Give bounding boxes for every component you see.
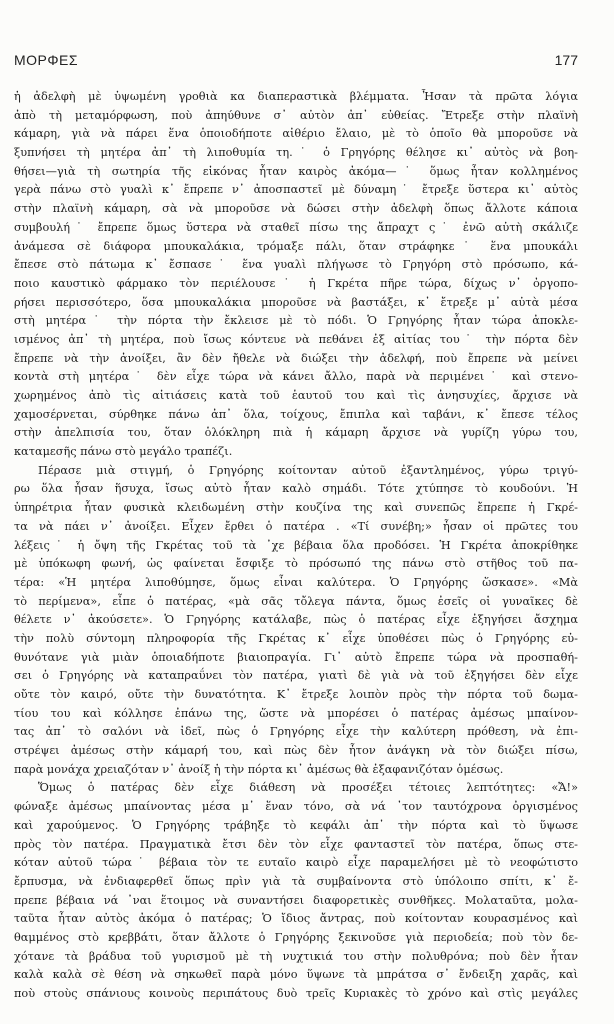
text-line: παρὰ μονάχα χρειαζόταν ν᾽ ἀνοίξ ἡ τὴν πόρτα κι᾽ ἀμέσως θὰ ἐξαφανιζόταν ὁμέσως. [14, 762, 504, 776]
text-line: ἔρπυσμα, νὰ ἐνδιαφερθεῖ ὅπως πρὶν γιὰ τὰ συμβαίνοντα στὸ ὑπόλοιπο σπίτι, κ᾽ ἔ- [14, 874, 578, 888]
body-text [14, 88, 578, 1004]
text-line: οὔτε τὸν καιρό, οὔτε τὴν δυνατότητα. Κ᾽ ἔτρεξε λοιπὸν πρὸς τὴν πόρτα τοῦ δωμα- [14, 688, 578, 701]
text-line: πρεπε βέβαια νά ᾽ναι ἕτοιμος νὰ συναντήσει διαφορετικὲς συνθῆκες. Μολαταῦτα, μολα- [14, 893, 578, 907]
text-line: ρω ὅλα ἦσαν ἥσυχα, ἴσως αὐτὸ ἦταν καλὸ σημάδι. Τότε χτύπησε τὸ κουδούνι. Ἡ [14, 482, 578, 496]
text-line: πρὸς τὸν πατέρα. Πραγματικὰ ἔτσι δὲν τὸν εἶχε φανταστεῖ τὸν πατέρα, ὅπως στε- [14, 837, 578, 851]
text-line: θέλετε ν᾽ ἀκούσετε». Ὁ Γρηγόρης κατάλαβε, πὼς ὁ πατέρας εἶχε ἐξηγήσει ἄσχημα [14, 613, 578, 627]
text-line: τίου του καὶ κόλλησε ἐπάνω της, ὥστε νὰ μπορέσει ὁ πατέρας ἀμέσως μπαίνον- [14, 706, 578, 720]
text-line: Ὅμως ὁ πατέρας δὲν εἶχε διάθεση νὰ προσέξει τέτοιες λεπτότητες: «Ἄ!» [38, 781, 578, 795]
text-line: θαμμένος στὸ κρεββάτι, ὅταν ἄλλοτε ὁ Γρηγόρης ξεκινοῦσε γιὰ περιοδεία; ποὺ τὸν δε- [14, 930, 578, 944]
page-number: 177 [554, 52, 578, 68]
text-line: ἀνάμεσα σὲ διάφορα μπουκαλάκια, τρόμαξε πάλι, ὅταν στράφηκε˙ ἕνα μπουκάλι [14, 239, 578, 253]
text-line: ἀπὸ τὴ μεταμόρφωση, ποὺ ἀπηύθυνε σ᾽ αὐτὸν ἀπ᾽ εὐθείας. Ἔτρεξε στὴν πλαϊνὴ [14, 108, 578, 122]
text-line: λέξεις˙ ἡ ὄψη τῆς Γκρέτας τοῦ τὰ ᾽χε βέβαια ὅλα προδόσει. Ἡ Γκρέτα ἀποκρίθηκε [14, 538, 578, 552]
text-line: καὶ χαρούμενος. Ὁ Γρηγόρης τράβηξε τὸ κεφάλι ἀπ᾽ τὴν πόρτα καὶ τὸ ὕψωσε [14, 818, 578, 832]
text-line: στρέψει ἀμέσως στὴν κάμαρή του, καὶ πὼς δὲν ἦτον ἀνάγκη νὰ τὸν διώξει πίσω, [14, 744, 578, 758]
text-line: στὴν πλαϊνὴ κάμαρη, σὰ νὰ μποροῦσε νὰ δώσει στὴν ἀδελφὴ ὅπως ἄλλοτε κάποια [14, 202, 578, 216]
text-line: χωρημένος ἀπὸ τὶς αἰτιάσεις κατὰ τοῦ ἑαυτοῦ του καὶ τὶς ἀνησυχίες, ἄρχισε νὰ [14, 389, 578, 402]
text-line: Πέρασε μιὰ στιγμή, ὁ Γρηγόρης κοίτονταν αὐτοῦ ἐξαντλημένος, γύρω τριγύ- [38, 463, 578, 477]
text-line: χότανε τὰ βράδυα τοῦ γυρισμοῦ μὲ τὴ νυχτικιά του στὴν πολυθρόνα; ποὺ δὲν ἦταν [14, 949, 578, 963]
text-line: στὴν ἀπελπισία του, ὅταν ὁλόκληρη πιὰ ἡ κάμαρη ἄρχισε νὰ γυρίζη γύρω του, [14, 426, 578, 440]
text-line: ταῦτα ἦταν αὐτὸς ἀκόμα ὁ πατέρας; Ὁ ἴδιος ἄντρας, ποὺ κοίτονταν κουρασμένος καὶ [14, 912, 578, 926]
text-line: κάμαρη, γιὰ νὰ πάρει ἕνα ὁποιοδήποτε αἰθέριο ἔλαιο, μὲ τὸ ὁποῖο θὰ μποροῦσε νὰ [14, 127, 578, 141]
text-line: κοντὰ στὴ μητέρα˙ δὲν εἶχε τώρα νὰ κάνει ἄλλο, παρὰ νὰ περιμένει˙ καὶ στενο- [14, 370, 578, 384]
running-title: ΜΟΡΦΕΣ [14, 52, 79, 68]
text-line: ρήσει περισσότερο, ὅσα μπουκαλάκια μποροῦσε νὰ βαστάξει, κ᾽ ἔτρεξε μ᾽ αὐτὰ μέσα [14, 295, 578, 309]
text-line: κόταν αὐτοῦ τώρα˙ βέβαια τὸν τε ευταῖο καιρὸ εἶχε παραμελήσει μὲ τὸ νεοφώτιστο [14, 856, 578, 870]
text-line: καταμεσῆς πάνω στὸ μεγάλο τραπέζι. [14, 445, 233, 459]
page-header [14, 52, 578, 74]
text-line: τα νὰ πάει ν᾽ ἀνοίξει. Εἶχεν ἔρθει ὁ πατέρα . «Τί συνέβη;» ἦσαν οἱ πρῶτες του [14, 519, 578, 533]
text-line: τὸ περίμενα», εἶπε ὁ πατέρας, «μὰ σᾶς τὄλεγα πάντα, ὅμως ἐσεῖς οἱ γυναῖκες δὲ [14, 594, 578, 608]
text-line: μὲ ὑπόκωφη φωνή, ὡς φαίνεται ἔσφιξε τὸ πρόσωπό της πάνω στὸ στῆθος τοῦ πα- [14, 557, 578, 571]
text-line: τὴν πολὺ σύντομη πληροφορία τῆς Γκρέτας κ᾽ εἶχε ὑποθέσει πὼς ὁ Γρηγόρης εὐ- [14, 631, 578, 645]
text-line: συμβουλή˙ ἔπρεπε ὅμως ὕστερα νὰ σταθεῖ πίσω της ἄπραχτ ς˙ ἐνῶ αὐτὴ σκάλιζε [14, 220, 578, 234]
text-line: ποιο καυστικὸ φάρμακο τὸν περιέλουσε˙ ἡ Γκρέτα πῆρε τώρα, δίχως ν᾽ ὀργοπο- [14, 276, 578, 290]
text-line: φώναξε ἀμέσως μπαίνοντας μέσα μ᾽ ἕναν τόνο, σὰ νά ᾽τον ταυτόχρονα ὀργισμένος [14, 800, 578, 814]
text-line: χαμοσέρνεται, σύρθηκε πάνω ἀπ᾽ ὅλα, τοίχους, ἔπιπλα καὶ ταβάνι, κ᾽ ἔπεσε τέλος [14, 407, 578, 421]
text-line: θήσει—γιὰ τὴ σωτηρία τῆς εἰκόνας ἦταν καιρὸς ἀκόμα—˙ ὅμως ἦταν κολλημένος [14, 164, 578, 178]
text-line: στὴ μητέρα˙ τὴν πόρτα τὴν ἔκλεισε μὲ τὸ πόδι. Ὁ Γρηγόρης ἦταν τώρα ἀποκλε- [14, 314, 578, 328]
text-line: ισμένος ἀπ᾽ τὴ μητέρα, ποὺ ἴσως κόντευε νὰ πεθάνει ἐξ αἰτίας του˙ τὴν πόρτα δὲν [14, 332, 578, 346]
text-line: γερὰ πάνω στὸ γυαλὶ κ᾽ ἔπρεπε ν᾽ ἀποσπαστεῖ μὲ δύναμη˙ ἔτρεξε ὕστερα κι᾽ αὐτὸς [14, 183, 578, 197]
text-line: ἡ ἀδελφὴ μὲ ὑψωμένη γροθιὰ κα διαπεραστικὰ βλέμματα. Ἦσαν τὰ πρῶτα λόγια [14, 90, 578, 103]
text-line: ποὺ στοὺς σπάνιους κοινοὺς περιπάτους δυὸ τρεῖς Κυριακὲς τὸ χρόνο καὶ στὶς μεγάλες [14, 987, 578, 1000]
text-line: σει ὁ Γρηγόρης νὰ καταπραΰνει τὸν πατέρα, γιατὶ δὲ γιὰ νὰ τοῦ ἐξηγήσει δὲν εἶχε [14, 669, 578, 683]
text-line: καλὰ καλὰ σὲ θέση νὰ σηκωθεῖ παρὰ μόνο ὕψωνε τὰ μπράτσα σ᾽ ἔνδειξη χαρᾶς, καὶ [14, 968, 578, 982]
text-line: ὑπηρέτρια ἦταν φυσικὰ κλειδωμένη στὴν κουζίνα της καὶ συνεπῶς ἔπρεπε ἡ Γκρέ- [14, 501, 578, 515]
text-line: τας ἀπ᾽ τὸ σαλόνι νὰ ἰδεῖ, πὼς ὁ Γρηγόρης εἶχε τὴν καλύτερη πρόθεση, νὰ ἐπι- [14, 725, 578, 739]
text-line: θυνότανε γιὰ μιὰν ὁποιαδήποτε βιαιοπραγία. Γι᾽ αὐτὸ ἔπρεπε τώρα νὰ προσπαθή- [14, 650, 578, 664]
text-line: ξυπνήσει τὴ μητέρα ἀπ᾽ τὴ λιποθυμία τη.˙ ὁ Γρηγόρης θέλησε κι᾽ αὐτὸς νὰ βοη- [14, 146, 578, 160]
text-line: τέρα: «Ἡ μητέρα λιποθύμησε, ὅμως εἶναι καλύτερα. Ὁ Γρηγόρης ὥσκασε». «Μὰ [14, 575, 578, 589]
text-line: ἔπρεπε νὰ τὴν ἀνοίξει, ἂν δὲν ἤθελε νὰ διώξει τὴν ἀδελφή, ποὺ ἔπρεπε νὰ μείνει [14, 351, 578, 365]
text-line: ἔπεσε στὸ πάτωμα κ᾽ ἔσπασε˙ ἕνα γυαλὶ πλήγωσε τὸ Γρηγόρη στὸ πρόσωπο, κά- [14, 258, 578, 272]
